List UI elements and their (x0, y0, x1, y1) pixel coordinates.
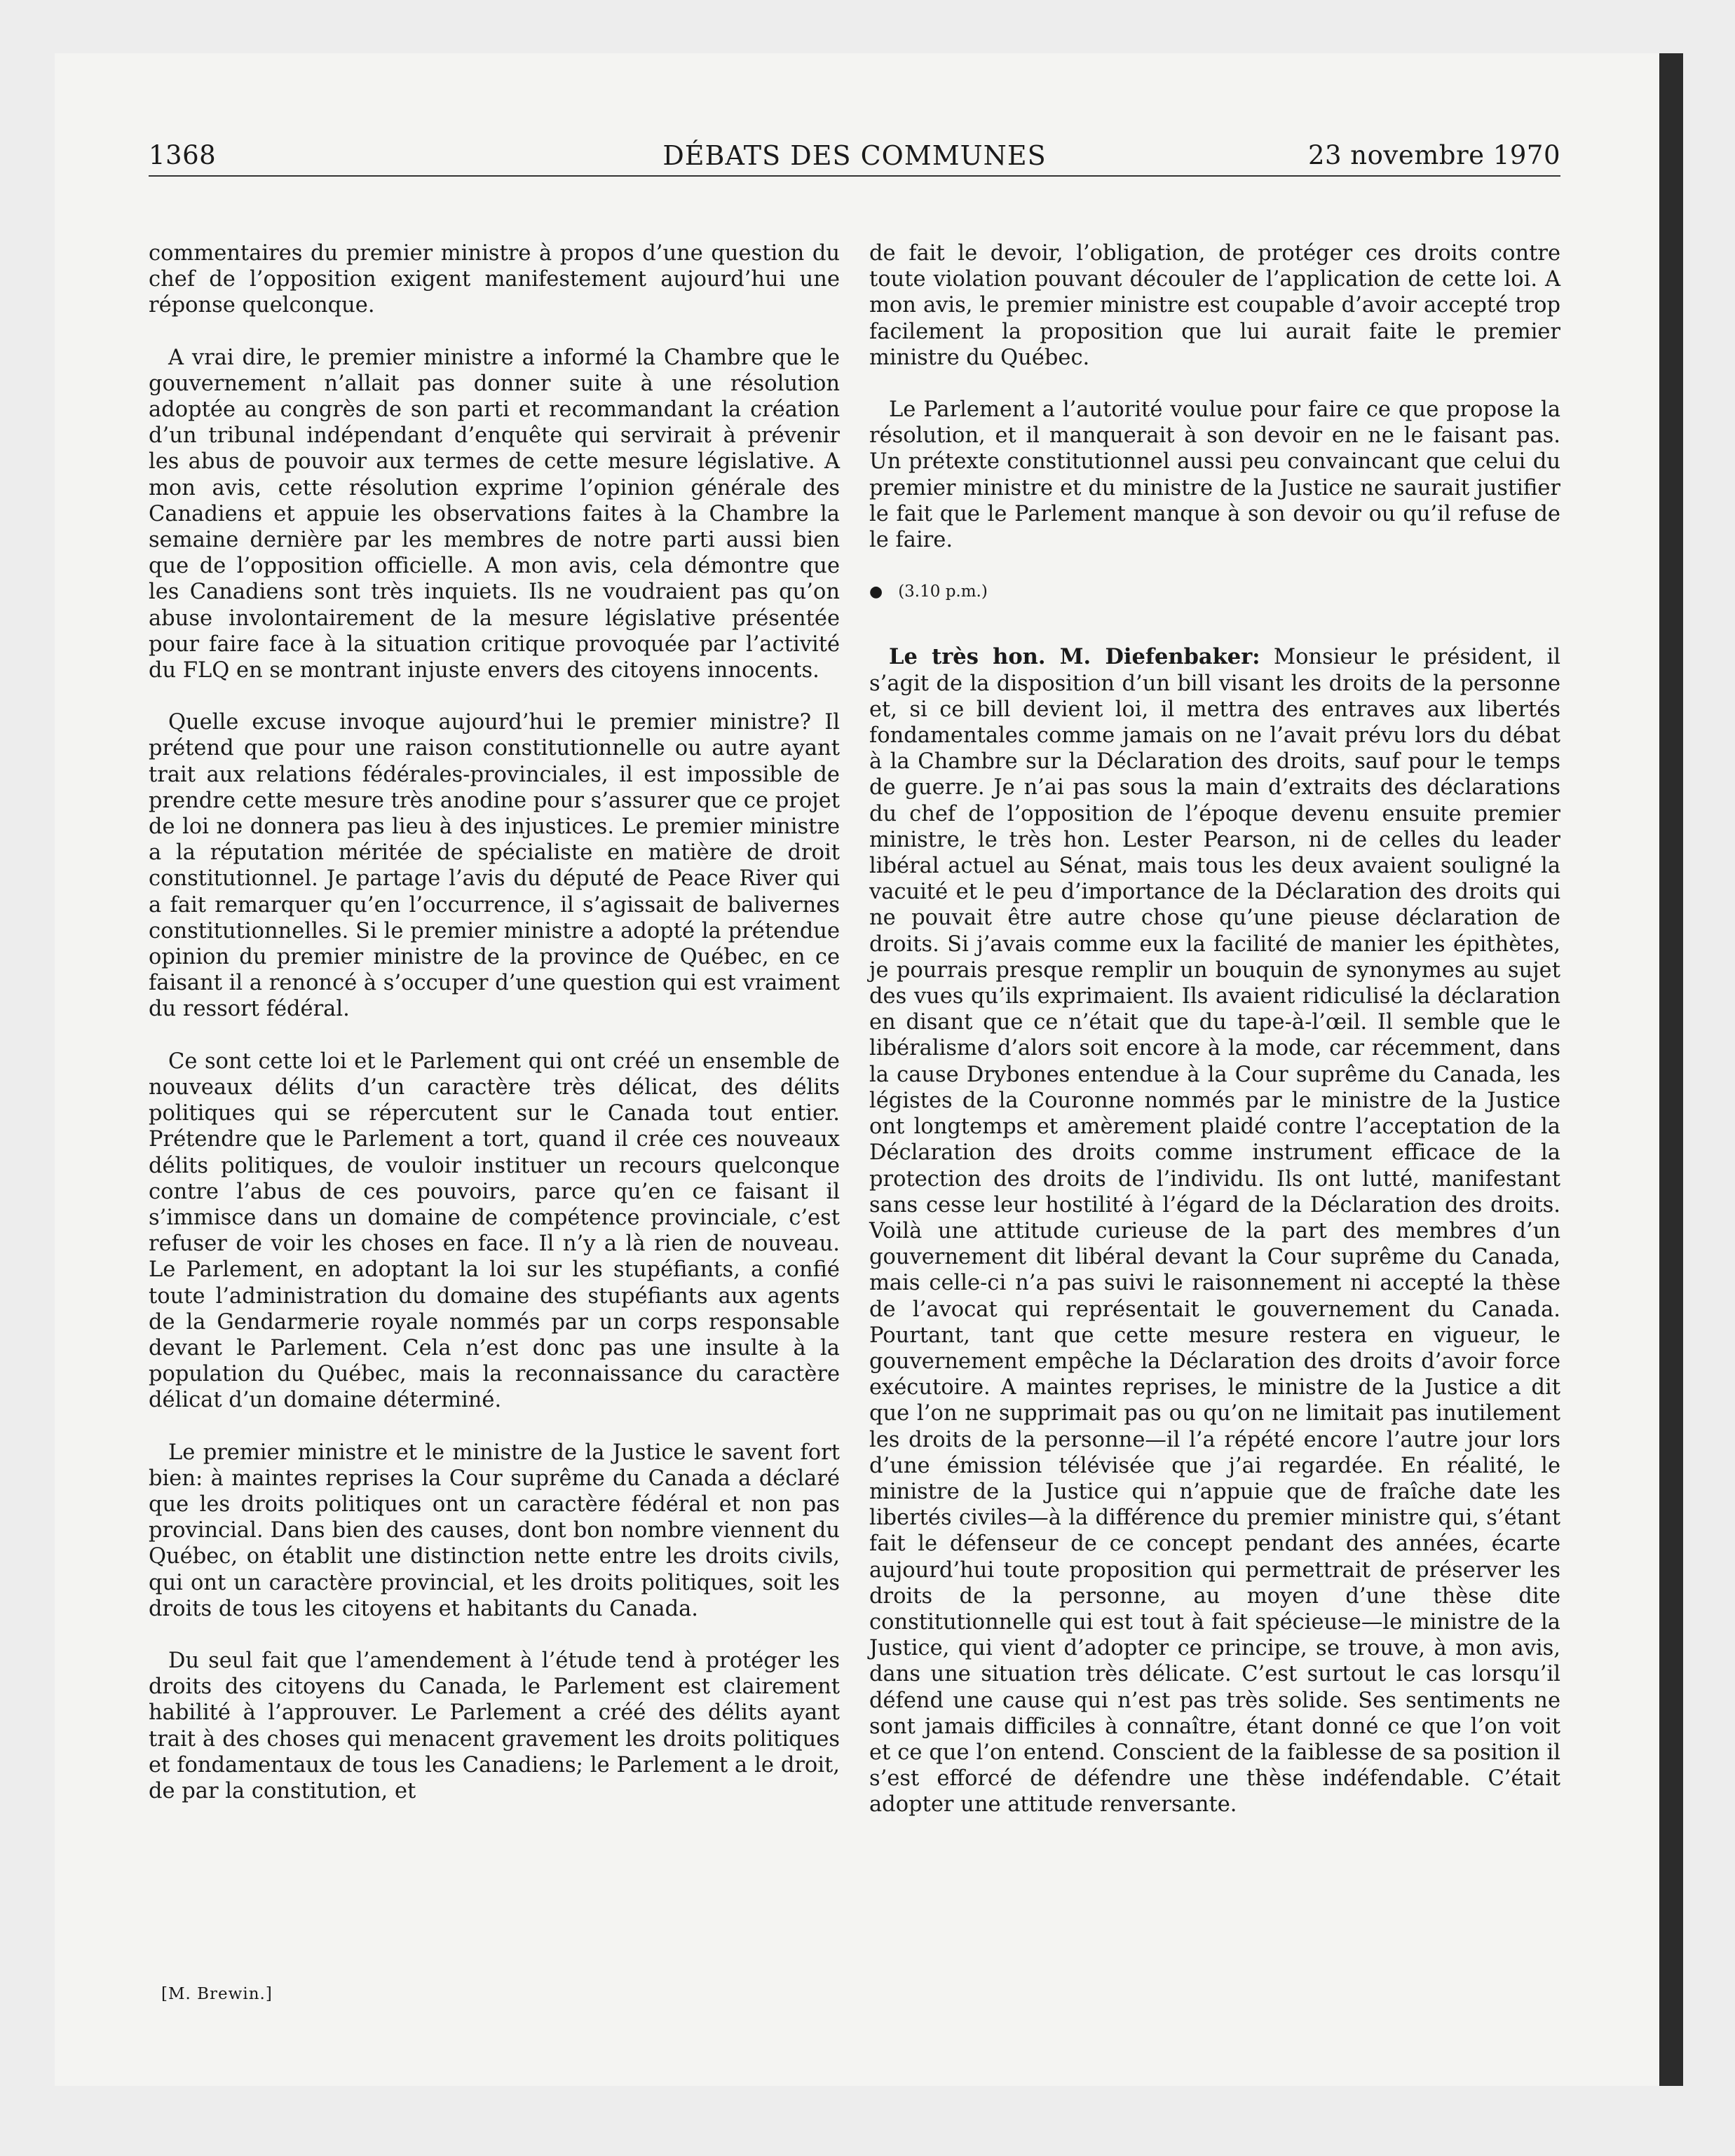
speech-text: Monsieur le président, il s’agit de la disposition d’un bill visant les droits de la personne et, si ce bill devient loi, il mettra des entraves aux libertés fondamentales comme jamais on ne l’avait prévu lors du débat à la Chambre sur la Déclaration des droits, sauf pour le temps de guerre. Je n’ai pas sous la main d’extraits des déclarations du chef de l’opposition de l’époque devenu ensuite premier ministre, le très hon. Lester Pearson, ni de celles du leader libéral actuel au Sénat, mais tous les deux avaient souligné la vacuité et le peu d’importance de la Déclaration des droits qui ne pouvait être autre chose qu’une pieuse déclaration de droits. Si j’avais comme eux la facilité de manier les épithètes, je pourrais presque remplir un bouquin de synonymes au sujet des vues qu’ils exprimaient. Ils avaient ridiculisé la déclaration en disant que ce n’était que du tape-à-l’œil. Il semble que le libéralisme d’alors soit encore à la mode, car récemment, dans la cause Drybones entendue à la Cour suprême du Canada, les légistes de la Couronne nommés par le ministre de la Justice ont longtemps et amèrement plaidé contre l’acceptation de la Déclaration des droits comme instrument efficace de la protection des droits de l’individu. Ils ont lutté, manifestant sans cesse leur hostilité à l’égard de la Déclaration des droits. Voilà une attitude curieuse de la part des membres d’un gouvernement dit libéral devant la Cour suprême du Canada, mais celle-ci n’a pas suivi le raisonnement ni accepté la thèse de l’avocat qui représentait le gouvernement du Canada. Pourtant, tant que cette mesure restera en vigueur, le gouvernement empêche la Déclaration des droits d’avoir force exécutoire. A maintes reprises, le ministre de la Justice a dit que l’on ne supprimait pas ou qu’on ne limitait pas inutilement les droits de la personne—il l’a répété encore l’autre jour lors d’une émission télévisée que j’ai regardée. En réalité, le ministre de la Justice qui n’appuie que de fraîche date les libertés civiles—à la différence du premier ministre qui, s’étant fait le défenseur de ce concept pendant des années, écarte aujourd’hui toute proposition qui permettrait de préserver les droits de la personne, au moyen d’une thèse dite constitutionnelle qui est tout à fait spécieuse—le ministre de la Justice, qui vient d’adopter ce principe, se trouve, à mon avis, dans une situation très délicate. C’est surtout le cas lorsqu’il défend une cause qui n’est pas très solide. Ses sentiments ne sont jamais difficiles à connaître, étant donné ce que l’on voit et ce que l’on entend. Conscient de la faiblesse de sa position il s’est efforcé de défendre une thèse indéfendable. C’était adopter une attitude renversante. (869, 645, 1560, 1817)
paragraph: Quelle excuse invoque aujourd’hui le premier ministre? Il prétend que pour une raison constitutionnelle ou autre ayant trait aux relations fédérales-provinciales, il est impossible de prendre cette mesure très anodine pour s’assurer que ce projet de loi ne donnera pas lieu à des injustices. Le premier ministre a la réputation méritée de spécialiste en matière de droit constitutionnel. Je partage l’avis du député de Peace River qui a fait remarquer qu’en l’occurrence, il s’agissait de balivernes constitutionnelles. Si le premier ministre a adopté la prétendue opinion du premier ministre de la province de Québec, en ce faisant il a renoncé à s’occuper d’une question qui est vraiment du ressort fédéral. (149, 710, 840, 1022)
paragraph: Le premier ministre et le ministre de la Justice le savent fort bien: à maintes reprises la Cour suprême du Canada a déclaré que les droits politiques ont un caractère fédéral et non pas provincial. Dans bien des causes, dont bon nombre viennent du Québec, on établit une distinction nette entre les droits civils, qui ont un caractère provincial, et les droits politiques, soit les droits de tous les citoyens et habitants du Canada. (149, 1440, 840, 1621)
bullet-icon: ● (869, 583, 883, 601)
paragraph: Ce sont cette loi et le Parlement qui ont créé un ensemble de nouveaux délits d’un caractère très délicat, des délits politiques qui se répercutent sur le Canada tout entier. Prétendre que le Parlement a tort, quand il crée ces nouveaux délits politiques, de vouloir instituer un recours quelconque contre l’abus de ces pouvoirs, parce qu’en ce faisant il s’immisce dans un domaine de compétence provinciale, c’est refuser de voir les choses en face. Il n’y a là rien de nouveau. Le Parlement, en adoptant la loi sur les stupéfiants, a confié toute l’administration du domaine des stupéfiants aux agents de la Gendarmerie royale nommés par un corps responsable devant le Parlement. Cela n’est donc pas une insulte à la population du Québec, mais la reconnaissance du caractère délicat d’un domaine déterminé. (149, 1049, 840, 1413)
paragraph: A vrai dire, le premier ministre a informé la Chambre que le gouvernement n’allait pas donner suite à une résolution adoptée au congrès de son parti et recommandant la création d’un tribunal indépendant d’enquête qui servirait à prévenir les abus de pouvoir aux termes de cette mesure législative. A mon avis, cette résolution exprime l’opinion générale des Canadiens et appuie les observations faites à la Chambre la semaine dernière par les membres de notre parti aussi bien que de l’opposition officielle. A mon avis, cela démontre que les Canadiens sont très inquiets. Ils ne voudraient pas qu’on abuse involontairement de la mesure législative présentée pour faire face à la situation critique provoquée par l’activité du FLQ en se montrant injuste envers des citoyens innocents. (149, 345, 840, 683)
left-column (149, 240, 840, 1830)
paragraph: commentaires du premier ministre à propos d’une question du chef de l’opposition exigent manifestement aujourd’hui une réponse quelconque. (149, 241, 840, 318)
publication-title: DÉBATS DES COMMUNES (662, 140, 1047, 171)
scan-edge (1659, 53, 1683, 2086)
page-date: 23 novembre 1970 (1307, 140, 1560, 170)
speaker-name: Le très hon. M. Diefenbaker: (889, 644, 1260, 670)
paragraph: de fait le devoir, l’obligation, de protéger ces droits contre toute violation pouvant découler de l’application de cette loi. A mon avis, le premier ministre est coupable d’avoir accepté trop facilement la proposition que lui aurait faite le premier ministre du Québec. (869, 241, 1560, 370)
time-marker (869, 579, 1560, 605)
header-rule (149, 175, 1560, 177)
speech-paragraph (869, 644, 1560, 1817)
paragraph: Du seul fait que l’amendement à l’étude tend à protéger les droits des citoyens du Canada, le Parlement est clairement habilité à l’approuver. Le Parlement a créé des délits ayant trait à des choses qui menacent gravement les droits politiques et fondamentaux de tous les Canadiens; le Parlement a le droit, de par la constitution, et (149, 1648, 840, 1803)
time-marker-text: (3.10 p.m.) (898, 582, 988, 601)
page-number: 1368 (149, 140, 217, 170)
speaker-footer: [M. Brewin.] (161, 1985, 273, 2003)
page-header (149, 140, 1560, 178)
paragraph: Le Parlement a l’autorité voulue pour faire ce que propose la résolution, et il manquerait à son devoir en ne le faisant pas. Un prétexte constitutionnel aussi peu convaincant que celui du premier ministre et du ministre de la Justice ne saurait justifier le fait que le Parlement manque à son devoir ou qu’il refuse de le faire. (869, 397, 1560, 553)
right-column (869, 240, 1560, 1844)
